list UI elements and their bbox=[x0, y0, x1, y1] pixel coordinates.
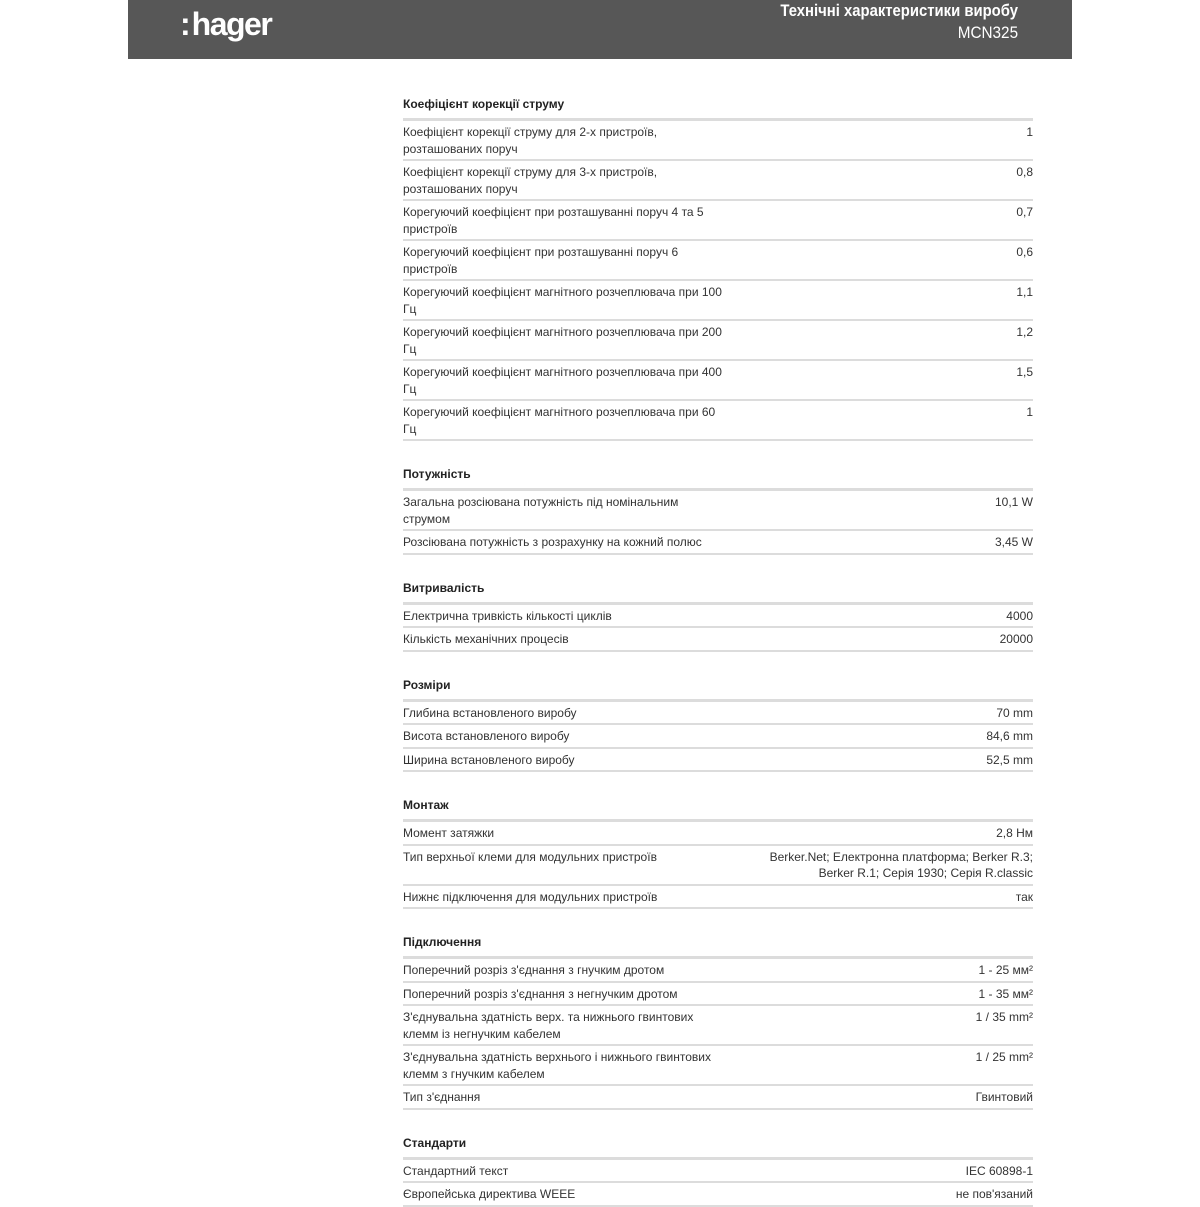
spec-row bbox=[403, 628, 1033, 652]
spec-value: 3,45 W bbox=[994, 535, 1033, 549]
spec-row bbox=[403, 241, 1033, 281]
spec-label: Глибина встановленого виробу bbox=[403, 705, 577, 720]
spec-row bbox=[403, 361, 1033, 401]
section-title: Стандарти bbox=[403, 1134, 1033, 1160]
section-title: Витривалість bbox=[403, 579, 1033, 605]
spec-row bbox=[403, 702, 1033, 726]
spec-row bbox=[403, 201, 1033, 241]
spec-label: Розсіювана потужність з розрахунку на кожний полюс bbox=[403, 535, 702, 549]
spec-value: 0,7 bbox=[1016, 205, 1033, 219]
spec-label: Кількість механічних процесів bbox=[403, 632, 569, 646]
spec-value: 0,6 bbox=[1016, 245, 1033, 259]
spec-label: Нижнє підключення для модульних пристроїв bbox=[403, 889, 658, 904]
spec-value: 10,1 W bbox=[994, 495, 1033, 509]
section-gap bbox=[403, 441, 1033, 465]
section-gap bbox=[403, 555, 1033, 579]
section-gap bbox=[403, 1110, 1033, 1134]
spec-label: Стандартний текст bbox=[403, 1163, 509, 1178]
spec-row bbox=[403, 281, 1033, 321]
spec-row bbox=[403, 725, 1033, 749]
spec-value: 1 - 35 мм² bbox=[978, 986, 1033, 1001]
section-gap bbox=[403, 652, 1033, 676]
spec-row bbox=[403, 959, 1033, 983]
spec-value: 1,1 bbox=[1016, 285, 1033, 299]
spec-value: 84,6 mm bbox=[986, 729, 1033, 743]
spec-label: Загальна розсіювана потужність під номінальним струмом bbox=[403, 495, 679, 526]
section-title: Коефіцієнт корекції струму bbox=[403, 95, 1033, 121]
spec-label: Ширина встановленого виробу bbox=[403, 752, 575, 767]
spec-value: так bbox=[1015, 889, 1033, 904]
spec-row bbox=[403, 121, 1033, 161]
section-title: Монтаж bbox=[403, 796, 1033, 822]
spec-row bbox=[403, 1160, 1033, 1184]
spec-row bbox=[403, 1006, 1033, 1046]
spec-section bbox=[403, 95, 1033, 441]
spec-value: 20000 bbox=[999, 632, 1033, 646]
spec-label: Коефіцієнт корекції струму для 3-х пристроїв, розташованих поруч bbox=[403, 165, 658, 196]
spec-label: Корегуючий коефіцієнт магнітного розчеплювача при 400 Гц bbox=[403, 365, 722, 396]
spec-row bbox=[403, 983, 1033, 1007]
spec-label: Корегуючий коефіцієнт магнітного розчеплювача при 60 Гц bbox=[403, 405, 716, 436]
spec-row bbox=[403, 401, 1033, 441]
spec-section bbox=[403, 441, 1033, 555]
spec-value: 1 bbox=[1026, 125, 1033, 139]
hager-logo bbox=[180, 6, 271, 43]
spec-value: 2,8 Нм bbox=[996, 826, 1033, 840]
spec-label: Електрична тривкість кількості циклів bbox=[403, 608, 612, 623]
section-gap bbox=[403, 772, 1033, 796]
spec-row bbox=[403, 1046, 1033, 1086]
spec-value: IEC 60898-1 bbox=[965, 1163, 1033, 1178]
spec-row bbox=[403, 321, 1033, 361]
spec-label: Тип верхньої клеми для модульних пристроїв bbox=[403, 849, 657, 864]
logo-text: hager bbox=[191, 6, 272, 42]
spec-label: Корегуючий коефіцієнт при розташуванні поруч 4 та 5 пристроїв bbox=[403, 205, 704, 236]
spec-section bbox=[403, 909, 1033, 1110]
spec-row bbox=[403, 531, 1033, 555]
spec-value: 1,2 bbox=[1016, 325, 1033, 339]
spec-value: 4000 bbox=[1006, 608, 1033, 623]
spec-label: Європейська директива WEEE bbox=[403, 1187, 576, 1201]
spec-label: Тип з'єднання bbox=[403, 1090, 481, 1104]
spec-label: Поперечний розріз з'єднання з гнучким дротом bbox=[403, 963, 665, 977]
logo-colon: : bbox=[180, 6, 191, 42]
section-title: Підключення bbox=[403, 933, 1033, 959]
spec-label: Момент затяжки bbox=[403, 826, 495, 840]
spec-label: Корегуючий коефіцієнт магнітного розчеплювача при 200 Гц bbox=[403, 325, 722, 356]
spec-row bbox=[403, 846, 1033, 886]
spec-section bbox=[403, 772, 1033, 909]
spec-section bbox=[403, 652, 1033, 773]
spec-content bbox=[403, 95, 1033, 1207]
spec-row bbox=[403, 1086, 1033, 1110]
spec-section bbox=[403, 555, 1033, 652]
section-gap bbox=[403, 909, 1033, 933]
spec-label: Корегуючий коефіцієнт при розташуванні поруч 6 пристроїв bbox=[403, 245, 679, 276]
spec-value: 70 mm bbox=[996, 705, 1033, 720]
spec-row bbox=[403, 491, 1033, 531]
spec-label: Коефіцієнт корекції струму для 2-х пристроїв, розташованих поруч bbox=[403, 125, 658, 156]
product-model: MCN325 bbox=[957, 23, 1018, 42]
spec-row bbox=[403, 822, 1033, 846]
spec-value: 1 bbox=[1026, 405, 1033, 419]
spec-row bbox=[403, 749, 1033, 773]
spec-row bbox=[403, 886, 1033, 910]
spec-value: Гвинтовий bbox=[975, 1090, 1033, 1104]
spec-value: 1 - 25 мм² bbox=[978, 963, 1033, 977]
spec-value: 1 / 25 mm² bbox=[975, 1050, 1033, 1064]
spec-value: не пов'язаний bbox=[955, 1187, 1033, 1201]
page-header bbox=[128, 0, 1072, 59]
spec-row bbox=[403, 1183, 1033, 1207]
spec-section bbox=[403, 1110, 1033, 1207]
spec-value: 0,8 bbox=[1016, 165, 1033, 179]
spec-label: З'єднувальна здатність верхнього і нижнього гвинтових клемм з гнучким кабелем bbox=[403, 1050, 711, 1081]
spec-value: 1,5 bbox=[1016, 365, 1033, 379]
section-title: Потужність bbox=[403, 465, 1033, 491]
spec-label: З'єднувальна здатність верх. та нижнього гвинтових клемм із негнучким кабелем bbox=[403, 1010, 694, 1041]
spec-label: Поперечний розріз з'єднання з негнучким дротом bbox=[403, 986, 678, 1001]
spec-value: Berker.Net; Електронна платформа; Berker R.3; Berker R.1; Серія 1930; Серія R.classic bbox=[769, 849, 1033, 880]
spec-row bbox=[403, 605, 1033, 629]
spec-value: 52,5 mm bbox=[986, 752, 1033, 767]
spec-value: 1 / 35 mm² bbox=[975, 1010, 1033, 1024]
spec-label: Висота встановленого виробу bbox=[403, 729, 570, 743]
spec-row bbox=[403, 161, 1033, 201]
document-title: Технічні характеристики виробу bbox=[780, 2, 1018, 20]
spec-label: Корегуючий коефіцієнт магнітного розчеплювача при 100 Гц bbox=[403, 285, 722, 316]
section-title: Розміри bbox=[403, 676, 1033, 702]
